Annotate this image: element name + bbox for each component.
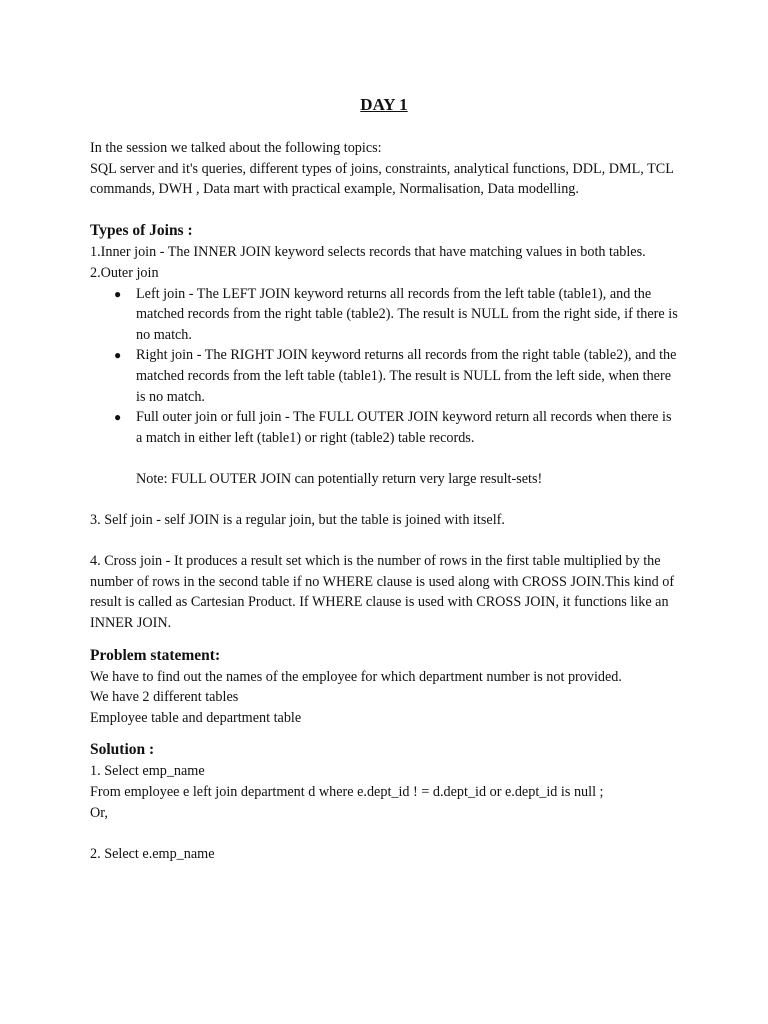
solution-line: 2. Select e.emp_name [90, 845, 215, 862]
solution-line: From employee e left join department d where e.dept_id ! = d.dept_id or e.dept_id is null ; [90, 784, 604, 801]
self-join-text: 3. Self join - self JOIN is a regular join, but the table is joined with itself. [90, 512, 505, 529]
solution-heading: Solution : [90, 741, 155, 759]
document-body [90, 138, 680, 864]
bullet-icon: ● [114, 410, 122, 425]
problem-heading: Problem statement: [90, 646, 221, 664]
outer-join-list [90, 284, 680, 449]
bullet-icon: ● [114, 286, 122, 301]
spacer [90, 490, 680, 511]
list-item [90, 284, 680, 346]
right-join-text: Right join - The RIGHT JOIN keyword returns all records from the right table (table2), and the matched records from the left table (table1). The result is NULL from the left side, when there is no match. [136, 347, 677, 405]
problem-line: We have 2 different tables [90, 689, 239, 706]
cross-join-text: 4. Cross join - It produces a result set which is the number of rows in the first table multiplied by the number of rows in the second table if no WHERE clause is used along with CROSS JOIN.This kind of result is called as Cartesian Product. If WHERE clause is used with CROSS JOIN, it functions like an INNER JOIN. [90, 553, 675, 632]
spacer [90, 531, 680, 552]
spacer [90, 200, 680, 221]
solution-line: Or, [90, 804, 108, 821]
intro-line: In the session we talked about the following topics: [90, 140, 382, 156]
outer-join-text: 2.Outer join [90, 264, 159, 281]
inner-join-text: 1.Inner join - The INNER JOIN keyword selects records that have matching values in both tables. [90, 244, 646, 261]
page-title-text: DAY 1 [360, 95, 408, 114]
list-item [90, 407, 680, 448]
list-item [90, 345, 680, 407]
spacer [90, 448, 680, 469]
full-join-text: Full outer join or full join - The FULL OUTER JOIN keyword return all records when there is a match in either left (table1) or right (table2) table records. [136, 409, 672, 446]
spacer [90, 634, 680, 645]
joins-heading: Types of Joins : [90, 222, 193, 240]
spacer [90, 823, 680, 844]
intro-topics: SQL server and it's queries, different types of joins, constraints, analytical functions, DDL, DML, TCL commands, DWH , Data mart with practical example, Normalisation, Data modelling. [90, 160, 674, 198]
page-title [0, 94, 768, 116]
problem-line: We have to find out the names of the employee for which department number is not provided. [90, 668, 622, 685]
left-join-text: Left join - The LEFT JOIN keyword returns all records from the left table (table1), and the matched records from the right table (table2). The result is NULL from the right side, if there is no match. [136, 285, 678, 343]
spacer [90, 728, 680, 739]
full-join-note: Note: FULL OUTER JOIN can potentially return very large result-sets! [136, 470, 543, 487]
bullet-icon: ● [114, 348, 122, 363]
problem-line: Employee table and department table [90, 709, 302, 726]
solution-line: 1. Select emp_name [90, 763, 205, 780]
